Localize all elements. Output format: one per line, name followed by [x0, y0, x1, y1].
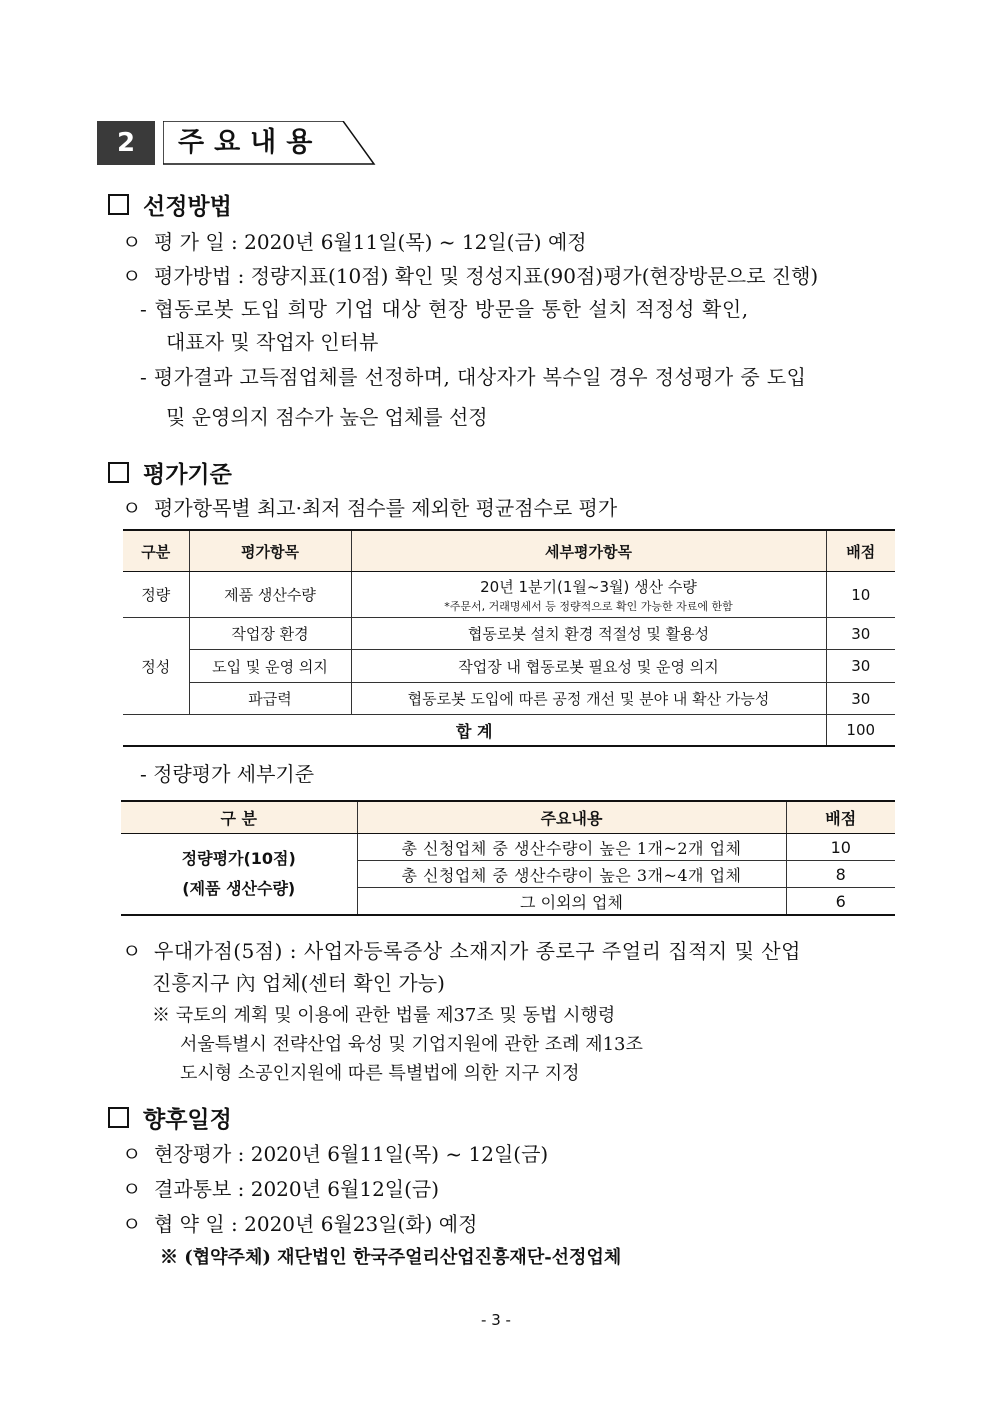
cell-score: 30 [826, 650, 895, 683]
bullet-icon: ㅇ [122, 1212, 142, 1236]
cell-detail: 협동로봇 설치 환경 적절성 및 활용성 [351, 618, 826, 650]
list-item-bonus: ㅇ 우대가점(5점) : 사업자등록증상 소재지가 종로구 주얼리 집적지 및 산업 [122, 935, 801, 964]
cell-score: 10 [786, 834, 895, 861]
note-line: ※ (협약주체) 재단법인 한국주얼리산업진흥재단-선정업체 [160, 1247, 622, 1268]
cell-detail: 협동로봇 도입에 따른 공정 개선 및 분야 내 확산 가능성 [351, 683, 826, 715]
cell-score: 10 [826, 572, 895, 618]
checkbox-square-icon [108, 194, 129, 215]
cell-total-label: 합 계 [123, 715, 826, 747]
bullet-icon: ㅇ [122, 496, 142, 520]
note-line: 도시형 소공인지원에 따른 특별법에 의한 지구 지정 [180, 1063, 580, 1084]
col-header-score: 배점 [826, 530, 895, 572]
col-header-category: 구분 [123, 530, 189, 572]
heading-evaluation-criteria: 평가기준 [108, 456, 232, 489]
page-number: - 3 - [481, 1311, 511, 1329]
list-item-bonus-cont: 진흥지구 內 업체(센터 확인 가능) [152, 971, 445, 995]
col-header-category: 구 분 [121, 801, 357, 834]
cell-item: 작업장 환경 [189, 618, 351, 650]
sub-item: - 평가결과 고득점업체를 선정하며, 대상자가 복수일 경우 정성평가 중 도입 [140, 365, 807, 389]
table-row [121, 834, 895, 861]
col-header-score: 배점 [786, 801, 895, 834]
table-row [123, 618, 895, 650]
cell-category: 정성 [123, 618, 189, 715]
table-row [123, 650, 895, 683]
quantitative-criteria-table [121, 800, 895, 916]
list-item: ㅇ 현장평가 : 2020년 6월11일(목) ~ 12일(금) [122, 1138, 548, 1167]
cell-content: 총 신청업체 중 생산수량이 높은 3개~4개 업체 [357, 861, 786, 888]
cell-category: 정량평가(10점) (제품 생산수량) [121, 834, 357, 916]
cell-score: 8 [786, 861, 895, 888]
evaluation-table [123, 529, 895, 747]
sub-heading: - 정량평가 세부기준 [140, 762, 315, 786]
heading-schedule: 향후일정 [108, 1101, 232, 1134]
checkbox-square-icon [108, 1107, 129, 1128]
cell-note: *주문서, 거래명세서 등 정량적으로 확인 가능한 자료에 한함 [444, 599, 733, 613]
bullet-icon: ㅇ [122, 939, 142, 963]
cell-detail: 작업장 내 협동로봇 필요성 및 운영 의지 [351, 650, 826, 683]
table-row [123, 683, 895, 715]
note-line: ※ 국토의 계획 및 이용에 관한 법률 제37조 및 동법 시행령 [152, 1005, 616, 1026]
cell-score: 30 [826, 683, 895, 715]
list-item: ㅇ 평가항목별 최고·최저 점수를 제외한 평균점수로 평가 [122, 492, 617, 521]
col-header-item: 평가항목 [189, 530, 351, 572]
bullet-icon: ㅇ [122, 230, 142, 254]
list-item: ㅇ 평 가 일 : 2020년 6월11일(목) ~ 12일(금) 예정 [122, 226, 587, 255]
cell-detail: 20년 1분기(1월~3월) 생산 수량 *주문서, 거래명세서 등 정량적으로 확인 가능한 자료에 한함 [351, 572, 826, 618]
col-header-content: 주요내용 [357, 801, 786, 834]
sub-item-cont: 대표자 및 작업자 인터뷰 [166, 330, 379, 354]
cell-score: 30 [826, 618, 895, 650]
cell-item: 파급력 [189, 683, 351, 715]
col-header-detail: 세부평가항목 [351, 530, 826, 572]
table-total-row [123, 715, 895, 747]
table-row [123, 572, 895, 618]
sub-item-cont: 및 운영의지 점수가 높은 업체를 선정 [166, 405, 488, 429]
cell-content: 그 이외의 업체 [357, 888, 786, 916]
list-item: ㅇ 평가방법 : 정량지표(10점) 확인 및 정성지표(90점)평가(현장방문으로 진행) [122, 260, 818, 289]
bullet-icon: ㅇ [122, 264, 142, 288]
table-header-row [123, 530, 895, 572]
bullet-icon: ㅇ [122, 1142, 142, 1166]
sub-item: - 협동로봇 도입 희망 기업 대상 현장 방문을 통한 설치 적정성 확인, [140, 297, 749, 321]
section-title: 주요내용 [178, 127, 323, 158]
table-header-row [121, 801, 895, 834]
heading-selection-method: 선정방법 [108, 188, 232, 221]
cell-item: 도입 및 운영 의지 [189, 650, 351, 683]
list-item: ㅇ 결과통보 : 2020년 6월12일(금) [122, 1173, 439, 1202]
section-number: 2 [97, 121, 155, 165]
cell-score: 6 [786, 888, 895, 916]
cell-item: 제품 생산수량 [189, 572, 351, 618]
note-line: 서울특별시 전략산업 육성 및 기업지원에 관한 조례 제13조 [180, 1034, 643, 1055]
list-item: ㅇ 협 약 일 : 2020년 6월23일(화) 예정 [122, 1208, 477, 1237]
checkbox-square-icon [108, 462, 129, 483]
cell-total-score: 100 [826, 715, 895, 747]
bullet-icon: ㅇ [122, 1177, 142, 1201]
cell-category: 정량 [123, 572, 189, 618]
cell-content: 총 신청업체 중 생산수량이 높은 1개~2개 업체 [357, 834, 786, 861]
